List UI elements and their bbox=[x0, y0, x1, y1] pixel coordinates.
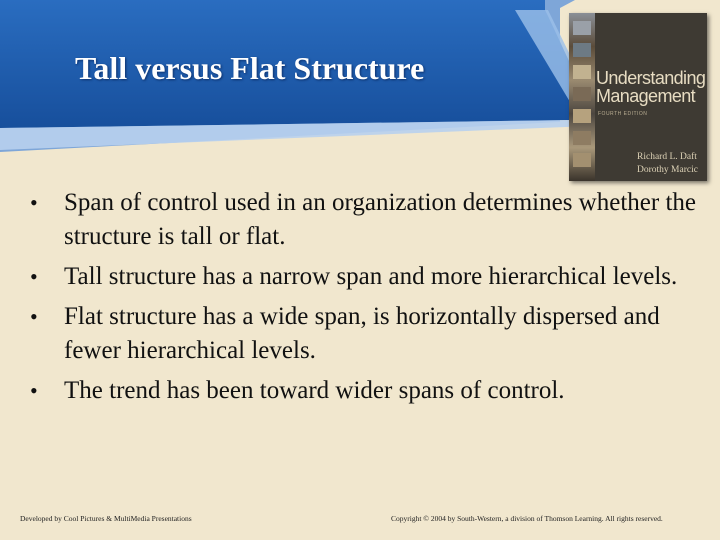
book-cover bbox=[569, 13, 707, 181]
slide-title: Tall versus Flat Structure bbox=[75, 50, 425, 86]
bullet-glyph: • bbox=[30, 264, 38, 289]
bullet-glyph: • bbox=[30, 304, 38, 329]
book-photo bbox=[573, 43, 591, 57]
bullet-list bbox=[28, 186, 708, 414]
bullet-text: The trend has been toward wider spans of control. bbox=[64, 377, 565, 404]
book-title-line1: Understanding bbox=[596, 68, 706, 88]
book-photo bbox=[573, 153, 591, 167]
bullet-item bbox=[28, 374, 708, 408]
book-edition: FOURTH EDITION bbox=[598, 111, 648, 117]
book-photo bbox=[573, 65, 591, 79]
bullet-text: Flat structure has a wide span, is horizontally dispersed and fewer hierarchical levels. bbox=[64, 303, 660, 364]
book-photo bbox=[573, 131, 591, 145]
bullet-text: Span of control used in an organization determines whether the structure is tall or flat. bbox=[64, 189, 696, 250]
book-author-1: Richard L. Daft bbox=[637, 152, 697, 162]
bullet-item bbox=[28, 186, 708, 254]
book-photo bbox=[573, 87, 591, 101]
book-photo bbox=[573, 21, 591, 35]
bullet-item bbox=[28, 300, 708, 368]
bullet-item bbox=[28, 260, 708, 294]
bullet-glyph: • bbox=[30, 378, 38, 403]
book-title-line2: Management bbox=[596, 86, 696, 106]
book-photo bbox=[573, 109, 591, 123]
footer-copyright: Copyright © 2004 by South-Western, a division of Thomson Learning. All rights reserved. bbox=[391, 514, 663, 523]
bullet-glyph: • bbox=[30, 190, 38, 215]
book-author-2: Dorothy Marcic bbox=[637, 165, 698, 175]
book-title bbox=[596, 69, 704, 105]
bullet-text: Tall structure has a narrow span and more hierarchical levels. bbox=[64, 263, 678, 290]
footer-credit: Developed by Cool Pictures & MultiMedia Presentations bbox=[20, 514, 192, 523]
